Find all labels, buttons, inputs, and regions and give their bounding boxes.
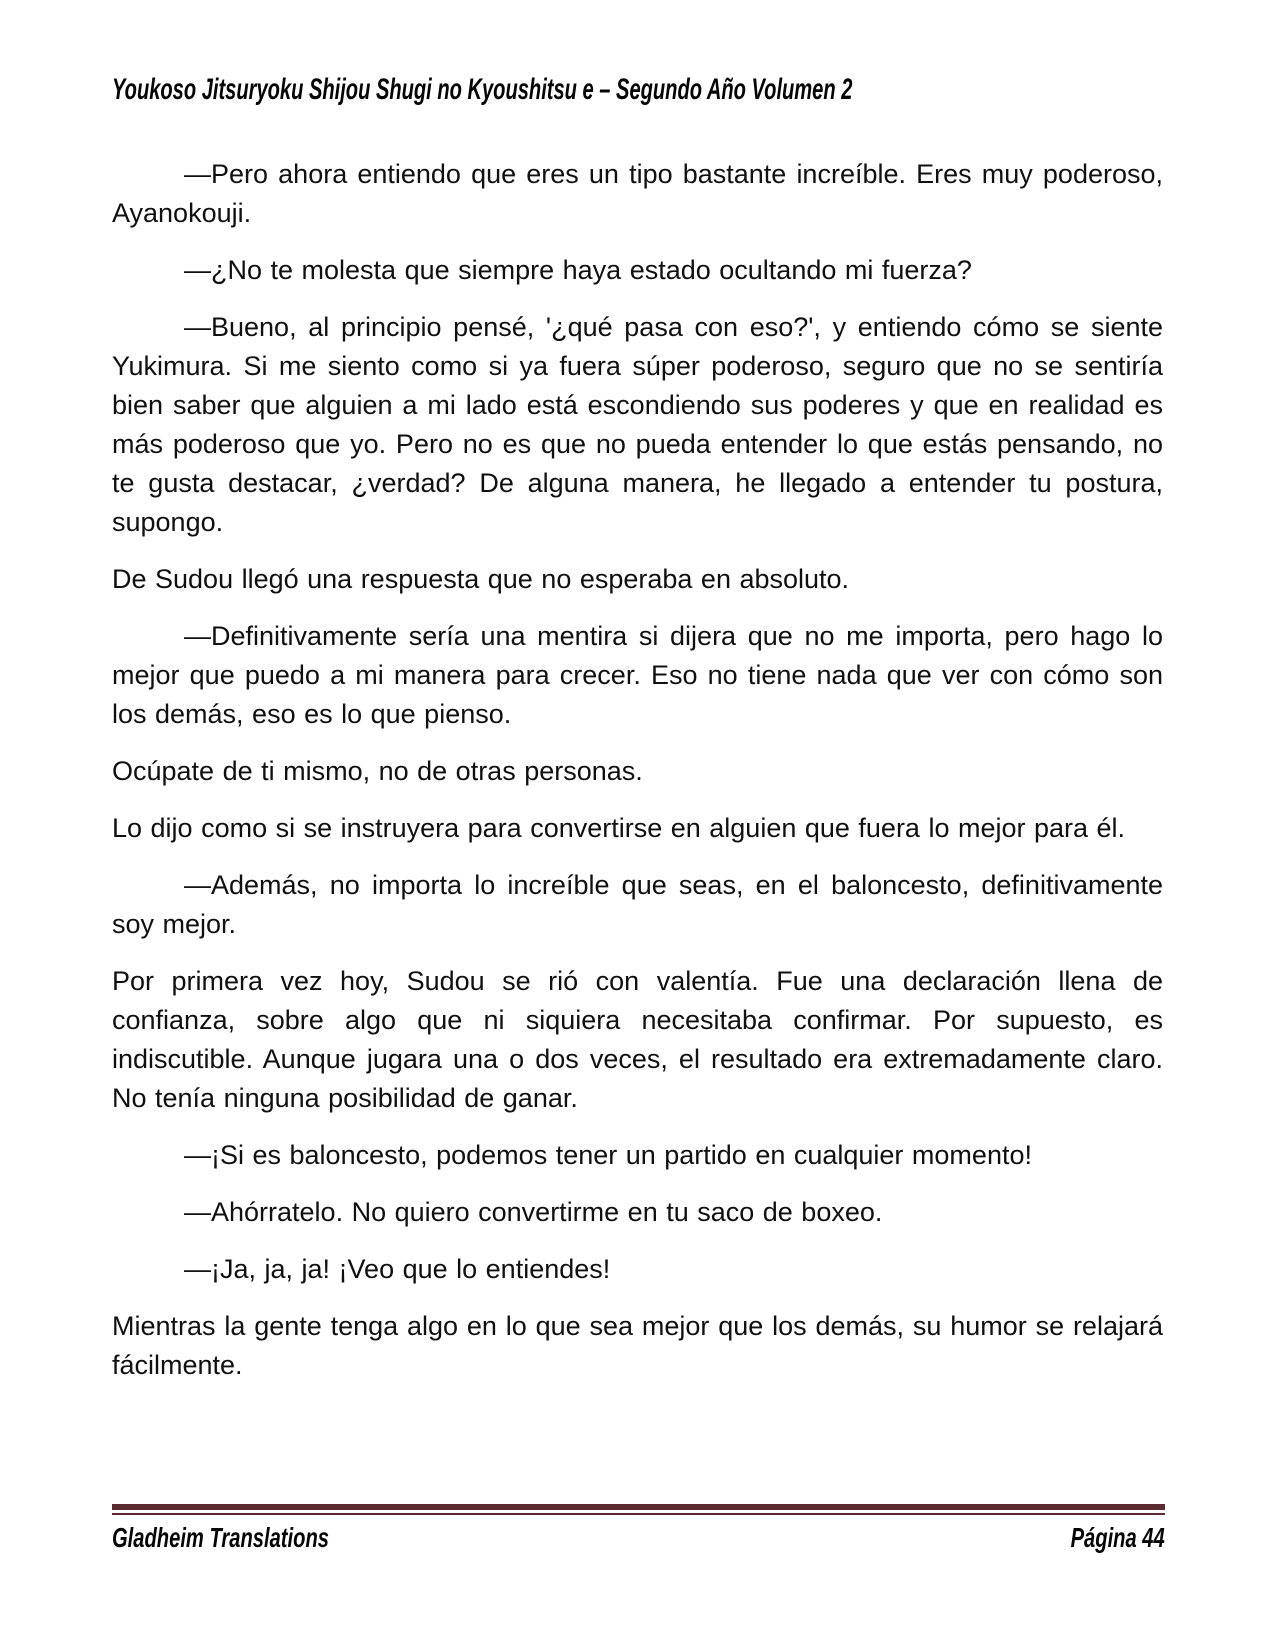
page-body [112, 155, 1163, 1385]
page-header-title: Youkoso Jitsuryoku Shijou Shugi no Kyoushitsu e – Segundo Año Volumen 2 [112, 73, 853, 106]
footer-translator-credit: Gladheim Translations [112, 1522, 329, 1553]
footer-divider-rule [112, 1504, 1165, 1515]
paragraph-narration: Por primera vez hoy, Sudou se rió con valentía. Fue una declaración llena de confianza, sobre algo que ni siquiera necesitaba confirmar. Por supuesto, es indiscutible. Aunque jugara una o dos veces, el resultado era extremadamente claro. No tenía ninguna posibilidad de ganar. [112, 966, 1163, 1113]
paragraph-narration: Ocúpate de ti mismo, no de otras personas. [112, 756, 643, 786]
footer-text-row [112, 1522, 1165, 1554]
paragraph-dialogue: —Definitivamente sería una mentira si dijera que no me importa, pero hago lo mejor que puedo a mi manera para crecer. Eso no tiene nada que ver con cómo son los demás, eso es lo que pienso. [112, 621, 1163, 729]
footer-page-number: Página 44 [1070, 1522, 1165, 1553]
paragraph-narration: De Sudou llegó una respuesta que no esperaba en absoluto. [112, 564, 850, 594]
paragraph-dialogue: —Ahórratelo. No quiero convertirme en tu saco de boxeo. [184, 1197, 883, 1227]
paragraph-dialogue: —¡Si es baloncesto, podemos tener un partido en cualquier momento! [184, 1140, 1032, 1170]
page-header [112, 75, 1163, 109]
paragraph-dialogue: —Pero ahora entiendo que eres un tipo bastante increíble. Eres muy poderoso, Ayanokouji. [112, 159, 1163, 228]
paragraph-dialogue: —¿No te molesta que siempre haya estado ocultando mi fuerza? [184, 255, 972, 285]
page-footer [112, 1504, 1165, 1554]
paragraph-dialogue: —Además, no importa lo increíble que seas, en el baloncesto, definitivamente soy mejor. [112, 870, 1163, 939]
paragraph-dialogue: —¡Ja, ja, ja! ¡Veo que lo entiendes! [184, 1254, 611, 1284]
paragraph-narration: Mientras la gente tenga algo en lo que sea mejor que los demás, su humor se relajará fácilmente. [112, 1311, 1163, 1380]
paragraph-narration: Lo dijo como si se instruyera para convertirse en alguien que fuera lo mejor para él. [112, 813, 1126, 843]
paragraph-dialogue: —Bueno, al principio pensé, '¿qué pasa con eso?', y entiendo cómo se siente Yukimura. Si me siento como si ya fuera súper poderoso, seguro que no se sentiría bien saber que alguien a mi lado está escondiendo sus poderes y que en realidad es más poderoso que yo. Pero no es que no pueda entender lo que estás pensando, no te gusta destacar, ¿verdad? De alguna manera, he llegado a entender tu postura, supongo. [112, 312, 1163, 537]
